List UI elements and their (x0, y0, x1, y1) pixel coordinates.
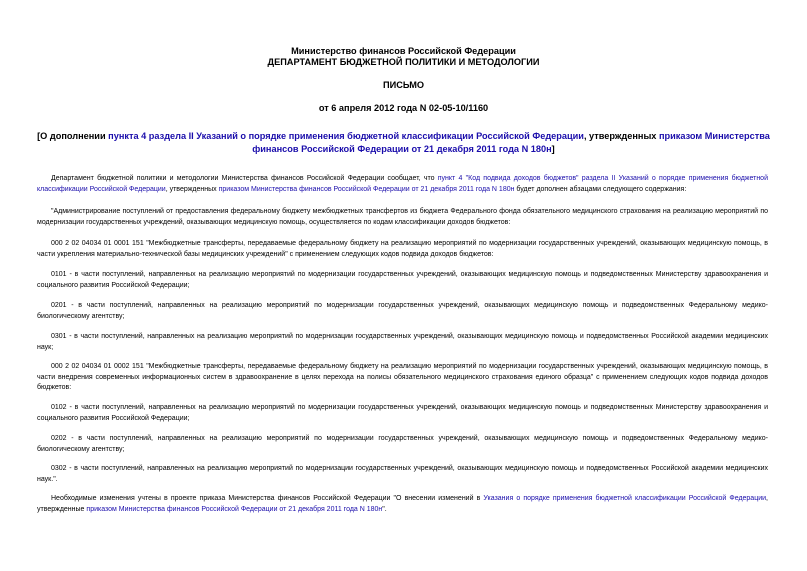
intro-text-2: , утвержденных (165, 185, 219, 193)
body-paragraph: 0102 - в части поступлений, направленных на реализацию мероприятий по модернизации государственных учреждений, оказывающих медицинскую помощь и подведомственных Министерству здравоохранения и социального развития Российской Федерации; (37, 404, 768, 422)
document-type: ПИСЬМО (382, 80, 425, 90)
document-date-number: от 6 апреля 2012 года N 02-05-10/1160 (318, 103, 489, 113)
intro-link-clause[interactable]: пункт 4 "Код подвида доходов бюджетов" раздела II Указаний о порядке применения бюджетной классификации Российской Федерации (37, 175, 768, 193)
closing-text-1: Необходимые изменения учтены в проекте приказа Министерства финансов Российской Федерации "О внесении изменений в (51, 495, 484, 502)
closing-text-3: ". (382, 505, 387, 513)
body-paragraph: 0302 - в части поступлений, направленных на реализацию мероприятий по модернизации государственных учреждений, оказывающих медицинскую помощь и подведомственных Российской академии медицинских наук.". (37, 465, 768, 483)
document-title (30, 130, 777, 156)
title-close: ] (551, 144, 555, 154)
closing-link-order[interactable]: приказом Министерства финансов Российской Федерации от 21 декабря 2011 года N 180н (86, 505, 383, 513)
title-mid: , утвержденных (583, 131, 659, 141)
body-paragraph: 0101 - в части поступлений, направленных на реализацию мероприятий по модернизации государственных учреждений, оказывающих медицинскую помощь и подведомственных Министерству здравоохранения и социального развития Российской Федерации; (37, 271, 768, 289)
closing-paragraph (37, 494, 768, 515)
intro-link-order[interactable]: приказом Министерства финансов Российской Федерации от 21 декабря 2011 года N 180н (218, 185, 515, 193)
intro-text-1: Департамент бюджетной политики и методологии Министерства финансов Российской Федерации сообщает, что (51, 175, 438, 182)
closing-text-2: , утвержденные (37, 495, 768, 513)
body-paragraph: 0301 - в части поступлений, направленных на реализацию мероприятий по модернизации государственных учреждений, оказывающих медицинскую помощь и подведомственных Российской академии медицинских наук; (37, 333, 768, 351)
body-paragraph: 0202 - в части поступлений, направленных на реализацию мероприятий по модернизации государственных учреждений, оказывающих медицинскую помощь и подведомственных Федеральному медико-биологическому агентству; (37, 435, 768, 453)
body-paragraph: 000 2 02 04034 01 0001 151 "Межбюджетные трансферты, передаваемые федеральному бюджету на реализацию мероприятий по модернизации государственных учреждений, оказывающих медицинскую помощь, в части укрепления материально-технической базы медицинских учреждений" с применением следующих кодов подвида доходов бюджетов: (37, 240, 768, 258)
title-link-instructions[interactable]: пункта 4 раздела II Указаний о порядке применения бюджетной классификации Российской Федерации (108, 131, 584, 141)
intro-paragraph (37, 174, 768, 195)
title-link-order[interactable]: приказом Министерства финансов Российской Федерации от 21 декабря 2011 года N 180н (252, 131, 770, 154)
closing-link-instructions[interactable]: Указания о порядке применения бюджетной классификации Российской Федерации (483, 495, 767, 502)
body-paragraph: 0201 - в части поступлений, направленных на реализацию мероприятий по модернизации государственных учреждений, оказывающих медицинскую помощь и подведомственных Федеральному медико-биологическому агентству; (37, 302, 768, 320)
body-paragraph: 000 2 02 04034 01 0002 151 "Межбюджетные трансферты, передаваемые федеральному бюджету на реализацию мероприятий по модернизации государственных учреждений, оказывающих медицинскую помощь, в части внедрения современных информационных систем в здравоохранение в целях перехода на полисы обязательного медицинского страхования единого образца" с применением следующих кодов подвида доходов бюджетов: (37, 363, 768, 391)
ministry-name: Министерство финансов Российской Федерации (291, 46, 516, 56)
body-paragraph: "Администрирование поступлений от предоставления федеральному бюджету межбюджетных трансфертов из бюджета Федерального фонда обязательного медицинского страхования на реализацию мероприятий по модернизации государственных учреждений, оказывающих медицинскую помощь, осуществляется по кодам классификации доходов бюджетов: (37, 208, 768, 226)
title-open: [О дополнении (37, 131, 109, 141)
department-name: ДЕПАРТАМЕНТ БЮДЖЕТНОЙ ПОЛИТИКИ И МЕТОДОЛОГИИ (267, 57, 540, 67)
intro-text-3: будет дополнен абзацами следующего содержания: (514, 185, 687, 193)
